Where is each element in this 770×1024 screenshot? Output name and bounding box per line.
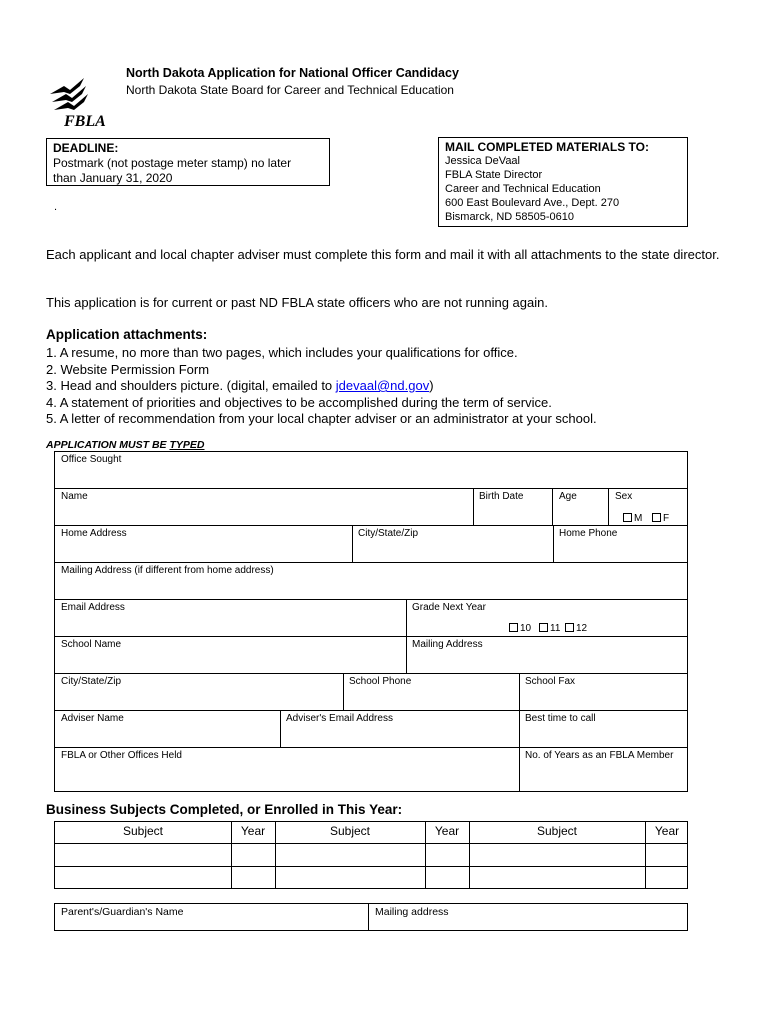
mail-line: Career and Technical Education — [445, 183, 601, 195]
alt-mailing-address-field[interactable]: Mailing Address (if different from home address) — [61, 565, 274, 576]
list-item-text: ) — [429, 378, 434, 393]
school-name-field[interactable]: School Name — [61, 639, 122, 650]
parent-guardian-row — [54, 903, 688, 931]
intro-paragraph-2: This application is for current or past ND FBLA state officers who are not running again. — [46, 295, 548, 310]
deadline-line-2: than January 31, 2020 — [53, 171, 173, 185]
list-item: 2. Website Permission Form — [46, 361, 210, 377]
office-sought-field[interactable]: Office Sought — [61, 454, 122, 465]
intro-paragraph-1: Each applicant and local chapter adviser must complete this form and mail it with all attachments to the state director. — [46, 247, 720, 262]
mail-label: MAIL COMPLETED MATERIALS TO: — [445, 140, 649, 154]
list-item: 4. A statement of priorities and objectives to be accomplished during the term of service. — [46, 394, 552, 410]
sex-m-option[interactable] — [623, 513, 642, 524]
birth-date-field[interactable]: Birth Date — [479, 491, 524, 502]
subject-header: Subject — [536, 824, 578, 838]
form-subtitle: North Dakota State Board for Career and Technical Education — [126, 83, 454, 97]
best-time-field[interactable]: Best time to call — [525, 713, 596, 724]
grade-11-option[interactable] — [539, 623, 560, 634]
notice-emphasis: TYPED — [169, 439, 205, 451]
list-item: 1. A resume, no more than two pages, which includes your qualifications for office. — [46, 345, 518, 360]
home-address-field[interactable]: Home Address — [61, 528, 127, 539]
sex-f-option[interactable] — [652, 513, 669, 524]
list-item — [46, 378, 597, 395]
email-link[interactable]: jdevaal@nd.gov — [335, 378, 430, 393]
attachments-list — [46, 345, 597, 428]
name-field[interactable]: Name — [61, 491, 88, 502]
mail-to-box — [438, 137, 688, 227]
stray-mark: . — [54, 201, 58, 213]
home-phone-field[interactable]: Home Phone — [559, 528, 618, 539]
deadline-box — [46, 138, 330, 186]
option-label: 11 — [550, 623, 561, 634]
grade-10-option[interactable] — [509, 623, 531, 634]
parent-mailing-field[interactable]: Mailing address — [375, 906, 449, 918]
option-label: 12 — [576, 623, 588, 634]
list-item-text: 3. Head and shoulders picture. (digital, emailed to — [46, 378, 336, 393]
form-title: North Dakota Application for National Officer Candidacy — [126, 66, 459, 80]
list-item: 5. A letter of recommendation from your local chapter adviser or an administrator at your school. — [46, 411, 597, 426]
checkbox-icon[interactable] — [652, 513, 661, 522]
subject-header: Subject — [329, 824, 371, 838]
years-member-field[interactable]: No. of Years as an FBLA Member — [525, 750, 674, 761]
notice-text: APPLICATION MUST BE — [46, 439, 170, 451]
deadline-label: DEADLINE: — [53, 141, 119, 155]
mail-line: FBLA State Director — [445, 169, 543, 181]
year-header: Year — [654, 824, 680, 838]
checkbox-icon[interactable] — [565, 623, 574, 632]
svg-text:FBLA: FBLA — [64, 113, 106, 130]
mail-line: 600 East Boulevard Ave., Dept. 270 — [445, 197, 620, 209]
city-state-zip-field[interactable]: City/State/Zip — [358, 528, 419, 539]
offices-held-field[interactable]: FBLA or Other Offices Held — [61, 750, 182, 761]
school-city-state-zip-field[interactable]: City/State/Zip — [61, 676, 122, 687]
option-label: F — [663, 513, 670, 524]
year-header: Year — [434, 824, 460, 838]
subject-header: Subject — [122, 824, 164, 838]
attachments-heading: Application attachments: — [46, 327, 208, 342]
school-fax-field[interactable]: School Fax — [525, 676, 576, 687]
must-be-typed-notice — [46, 439, 205, 451]
business-subjects-heading: Business Subjects Completed, or Enrolled in This Year: — [46, 802, 403, 817]
year-header: Year — [240, 824, 266, 838]
parent-name-field[interactable]: Parent's/Guardian's Name — [61, 906, 184, 918]
email-address-field[interactable]: Email Address — [61, 602, 125, 613]
option-label: M — [634, 513, 643, 524]
checkbox-icon[interactable] — [623, 513, 632, 522]
mail-line: Bismarck, ND 58505-0610 — [445, 211, 575, 223]
grade-12-option[interactable] — [565, 623, 587, 634]
age-field[interactable]: Age — [559, 491, 577, 502]
business-subjects-table — [54, 821, 688, 889]
deadline-line-1: Postmark (not postage meter stamp) no later — [53, 156, 292, 170]
adviser-name-field[interactable]: Adviser Name — [61, 713, 124, 724]
school-mailing-address-field[interactable]: Mailing Address — [412, 639, 483, 650]
fbla-logo — [46, 72, 108, 132]
sex-field: Sex — [615, 491, 633, 502]
option-label: 10 — [520, 623, 532, 634]
application-form — [54, 451, 688, 792]
adviser-email-field[interactable]: Adviser's Email Address — [286, 713, 393, 724]
checkbox-icon[interactable] — [539, 623, 548, 632]
mail-line: Jessica DeVaal — [445, 155, 520, 167]
grade-next-year-field: Grade Next Year — [412, 602, 486, 613]
checkbox-icon[interactable] — [509, 623, 518, 632]
school-phone-field[interactable]: School Phone — [349, 676, 412, 687]
